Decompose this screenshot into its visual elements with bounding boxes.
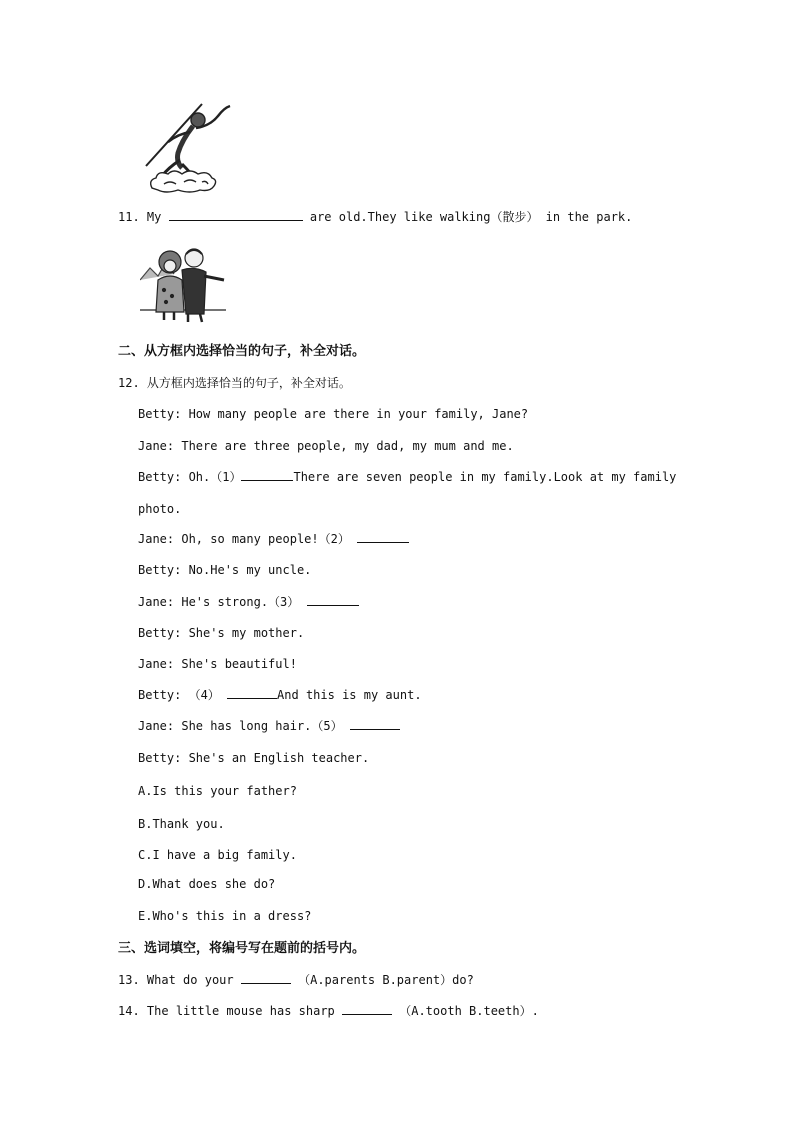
answer-blank-5[interactable] <box>350 718 400 730</box>
question-number: 12. <box>118 376 140 390</box>
dialogue-line-9 <box>138 687 422 703</box>
option-b: B.Thank you. <box>138 817 225 831</box>
dialogue-text: And this is my aunt. <box>277 688 422 702</box>
answer-blank-2[interactable] <box>357 531 409 543</box>
dialogue-text: Jane: She has long hair.（5） <box>138 719 343 733</box>
question-text-before: What do your <box>146 973 234 987</box>
answer-blank[interactable] <box>342 1003 392 1015</box>
question-number: 11. <box>118 210 140 224</box>
dialogue-line-1: Betty: How many people are there in your family, Jane? <box>138 407 529 421</box>
section-3-heading: 三、选词填空，将编号写在题前的括号内。 <box>118 941 366 956</box>
section-2-heading: 二、从方框内选择恰当的句子，补全对话。 <box>118 344 366 359</box>
dialogue-line-2: Jane: There are three people, my dad, my mum and me. <box>138 439 514 453</box>
option-e: E.Who's this in a dress? <box>138 909 312 923</box>
dialogue-text: Betty: （4） <box>138 688 220 702</box>
question-13 <box>118 972 474 988</box>
dialogue-line-3-cont: photo. <box>138 502 182 516</box>
dialogue-line-4 <box>138 531 409 547</box>
answer-blank-4[interactable] <box>227 687 277 699</box>
dialogue-text: There are seven people in my family.Look at my family <box>293 470 677 484</box>
question-text-after: are old.They like walking（散步） in the park. <box>309 210 633 224</box>
question-text-before: My <box>146 210 162 224</box>
dialogue-line-6 <box>138 594 359 610</box>
question-14 <box>118 1003 539 1019</box>
dialogue-text: Jane: He's strong.（3） <box>138 595 300 609</box>
grandparents-illustration <box>140 240 226 324</box>
answer-blank-1[interactable] <box>241 469 293 481</box>
answer-blank-3[interactable] <box>307 594 359 606</box>
dialogue-line-7: Betty: She's my mother. <box>138 626 305 640</box>
answer-blank[interactable] <box>241 972 291 984</box>
question-11 <box>118 209 632 225</box>
question-number: 13. <box>118 973 140 987</box>
question-12 <box>118 375 351 391</box>
dialogue-line-3 <box>138 469 676 485</box>
question-number: 14. <box>118 1004 140 1018</box>
dialogue-line-5: Betty: No.He's my uncle. <box>138 563 312 577</box>
dialogue-text: Jane: Oh, so many people!（2） <box>138 532 350 546</box>
dialogue-line-10 <box>138 718 400 734</box>
monkey-king-illustration <box>138 98 238 198</box>
dialogue-line-8: Jane: She's beautiful! <box>138 657 297 671</box>
question-text-after: （A.tooth B.teeth）. <box>399 1004 539 1018</box>
dialogue-text: Betty: Oh.（1） <box>138 470 242 484</box>
dialogue-line-11: Betty: She's an English teacher. <box>138 751 370 765</box>
question-prompt: 从方框内选择恰当的句子，补全对话。 <box>146 376 351 390</box>
question-text-after: （A.parents B.parent）do? <box>298 973 474 987</box>
question-text-before: The little mouse has sharp <box>146 1004 335 1018</box>
option-a: A.Is this your father? <box>138 784 297 798</box>
answer-blank[interactable] <box>169 209 303 221</box>
option-d: D.What does she do? <box>138 877 276 891</box>
option-c: C.I have a big family. <box>138 848 297 862</box>
